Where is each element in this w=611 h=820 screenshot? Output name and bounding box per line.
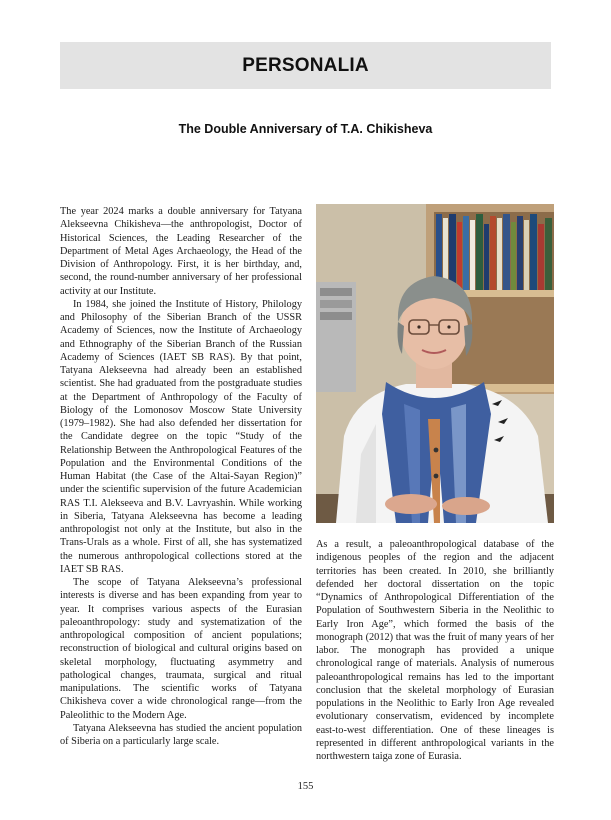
- section-banner: [60, 42, 551, 89]
- section-title: PERSONALIA: [242, 54, 369, 76]
- paragraph-3: The scope of Tatyana Alekseevna’s professional interests is diverse and has been expanding from year to year. It comprises various aspects of the Eurasian paleoanthropology: study and systematization of the anthropological composition of ancient populations; reconstruction of biological and cultural origins based on skeletal morphology, fluctuating asymmetry and pathological changes, traumata, surgical and ritual manipulations. The scientific works of Tatyana Chikisheva cover a wide chronological range—from the Paleolithic to the Modern Age.: [60, 577, 302, 721]
- paragraph-4: Tatyana Alekseevna has studied the ancient population of Siberia on a particularly large scale.: [60, 722, 302, 747]
- paragraph-5: As a result, a paleoanthropological database of the indigenous peoples of the region and the adjacent territories has been created. In 2010, she brilliantly defended her doctoral dissertation on the topic “Dynamics of Anthropological Differentiation of the Population of Southwestern Siberia in the Neolithic to Early Iron Age”, which formed the basis of the monograph (2012) that was the fruit of many years of her labor. The monograph has provided a unique chronological range of materials. Analysis of numerous paleoanthropological remains has led to the important conclusion that the skeletal morphology of Eurasian populations in the Neolithic to Early Iron Age revealed evolutionary conservatism, evidenced by incomplete east-to-west differentiation. One of these lineages is represented in different anthropological variants in the northwestern taiga zone of Eurasia.: [316, 539, 554, 762]
- article-title: The Double Anniversary of T.A. Chikisheva: [178, 122, 433, 136]
- left-column: [60, 205, 302, 748]
- paragraph-2: In 1984, she joined the Institute of History, Philology and Philosophy of the Siberian Branch of the USSR Academy of Sciences, now the Institute of Archaeology and Ethnography of the Siberian Branch of the Russian Academy of Sciences (IAET SB RAS). By that point, Tatyana Alekseevna had already been an established scientist. She had graduated from the postgraduate studies at the Department of Anthropology of the Faculty of Biology of the Lomonosov Moscow State University (1979–1982). She had also defended her dissertation for the Candidate degree on the topic “Study of the Relationship Between the Anthropological Features of the Population and the Environmental Conditions of the Human Habitat (the Case of the Altai-Sayan Region)” under the scientific supervision of the future Academician RAS T.I. Alekseeva and B.V. Lavryashin. While working in Siberia, Tatyana Alekseevna has become a leading anthropologist not only at the Institute, but also in the Trans-Urals as a whole. First of all, she has systematized the numerous anthropological collections stored at the IAET SB RAS.: [60, 298, 302, 575]
- page-number: 155: [297, 781, 314, 792]
- portrait-photo: [316, 204, 554, 523]
- right-column: [316, 538, 554, 763]
- paragraph-1: The year 2024 marks a double anniversary for Tatyana Alekseevna Chikisheva—the anthropologist, Doctor of Historical Sciences, the Leading Researcher of the Department of Metal Ages Archaeology, the Head of the Division of Anthropology. First, it is her birthday, and, second, the round-number anniversary of her professional activity at our Institute.: [60, 206, 302, 297]
